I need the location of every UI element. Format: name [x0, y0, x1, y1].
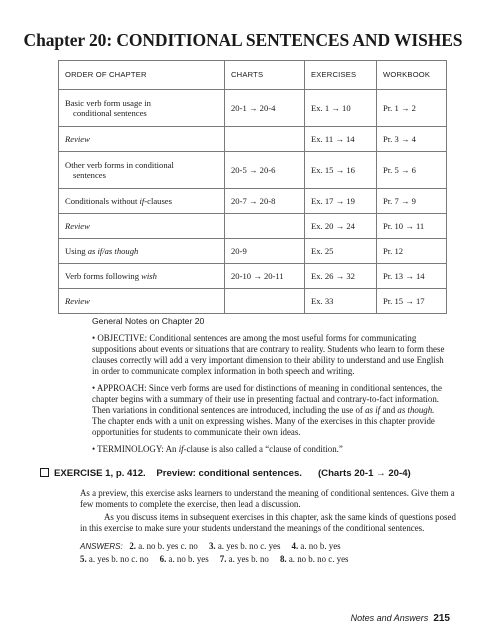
exercise-charts: (Charts 20-1 → 20-4) — [317, 468, 411, 479]
chapter-order-table — [58, 60, 447, 314]
row-charts: 20-5 → 20-6 — [225, 152, 305, 189]
row-workbook: Pr. 12 — [377, 239, 447, 264]
table-row — [59, 264, 447, 289]
terminology-paragraph: • TERMINOLOGY: An if-clause is also called a “clause of condition.” — [92, 444, 343, 454]
chapter-title: Chapter 20: CONDITIONAL SENTENCES AND WISHES — [23, 30, 463, 50]
row-topic: Review — [59, 127, 225, 152]
table-row — [59, 90, 447, 127]
notes-heading: General Notes on Chapter 20 — [92, 316, 205, 326]
row-workbook: Pr. 7 → 9 — [377, 189, 447, 214]
exercise-title: EXERCISE 1, p. 412. — [54, 468, 146, 479]
row-topic: Conditionals without if-clauses — [59, 189, 225, 214]
row-workbook: Pr. 10 → 11 — [377, 214, 447, 239]
objective-paragraph: • OBJECTIVE: Conditional sentences are among the most useful forms for communicating suppositions about events or situations that are contrary to reality. Students who learn to form these clauses correctly will add a very important dimension to their ability to understand and use English in order to communicate complex information in both speech and writing. — [92, 333, 445, 376]
exercise-paragraph: As a preview, this exercise asks learners to understand the meaning of conditional sentences. Give them a few moments to complete the exercise, then lead a discussion. — [80, 488, 455, 509]
approach-paragraph: • APPROACH: Since verb forms are used for distinctions of meaning in conditional sentences, the chapter begins with a summary of their use in presenting factual and contrary-to-fact information. Then variations in conditional sentences are introduced, including the use of as if and as though. The chapter ends with a unit on expressing wishes. Many of the exercises in this chapter provide opportunities for students to communicate their own ideas. — [92, 383, 442, 437]
row-charts — [225, 214, 305, 239]
row-charts: 20-1 → 20-4 — [225, 90, 305, 127]
table-row — [59, 152, 447, 189]
row-charts: 20-7 → 20-8 — [225, 189, 305, 214]
row-exercises: Ex. 25 — [305, 239, 377, 264]
row-topic: Review — [59, 214, 225, 239]
table-row — [59, 239, 447, 264]
row-workbook: Pr. 3 → 4 — [377, 127, 447, 152]
page-footer — [351, 613, 450, 624]
header-order: ORDER OF CHAPTER — [59, 61, 225, 90]
table-header-row — [59, 61, 447, 90]
exercise-heading — [40, 468, 460, 479]
header-exercises: EXERCISES — [305, 61, 377, 90]
row-exercises: Ex. 15 → 16 — [305, 152, 377, 189]
row-exercises: Ex. 1 → 10 — [305, 90, 377, 127]
row-topic: Review — [59, 289, 225, 314]
row-workbook: Pr. 5 → 6 — [377, 152, 447, 189]
row-charts — [225, 127, 305, 152]
footer-label: Notes and Answers — [350, 613, 429, 623]
row-exercises: Ex. 26 → 32 — [305, 264, 377, 289]
exercise-body — [80, 488, 456, 567]
row-charts: 20-9 — [225, 239, 305, 264]
row-workbook: Pr. 1 → 2 — [377, 90, 447, 127]
row-exercises: Ex. 20 → 24 — [305, 214, 377, 239]
table-row — [59, 189, 447, 214]
row-topic: Verb forms following wish — [59, 264, 225, 289]
row-charts — [225, 289, 305, 314]
table-row — [59, 289, 447, 314]
row-topic: Other verb forms in conditional sentences — [59, 152, 225, 189]
row-charts: 20-10 → 20-11 — [225, 264, 305, 289]
header-workbook: WORKBOOK — [377, 61, 447, 90]
exercise-subtitle: Preview: conditional sentences. — [156, 468, 302, 479]
table-row — [59, 214, 447, 239]
header-charts: CHARTS — [225, 61, 305, 90]
checkbox-icon — [40, 468, 49, 477]
page-number: 215 — [433, 613, 450, 624]
row-topic: Basic verb form usage in conditional sentences — [59, 90, 225, 127]
row-exercises: Ex. 33 — [305, 289, 377, 314]
answers-label: ANSWERS: — [80, 542, 123, 551]
row-exercises: Ex. 17 → 19 — [305, 189, 377, 214]
row-workbook: Pr. 15 → 17 — [377, 289, 447, 314]
row-workbook: Pr. 13 → 14 — [377, 264, 447, 289]
table-row — [59, 127, 447, 152]
exercise-paragraph: As you discuss items in subsequent exercises in this chapter, ask the same kinds of questions posed in this exercise to make sure your students understand the meanings of the conditional sentences. — [80, 512, 456, 533]
general-notes — [92, 316, 448, 461]
row-exercises: Ex. 11 → 14 — [305, 127, 377, 152]
answers: ANSWERS: 2. a. no b. yes c. no 3. a. yes b. no c. yes 4. a. no b. yes 5. a. yes b. no c. no 6. a. no b. yes 7. a. yes b. no 8. a. no b. no c. yes — [80, 541, 349, 564]
row-topic: Using as if/as though — [59, 239, 225, 264]
